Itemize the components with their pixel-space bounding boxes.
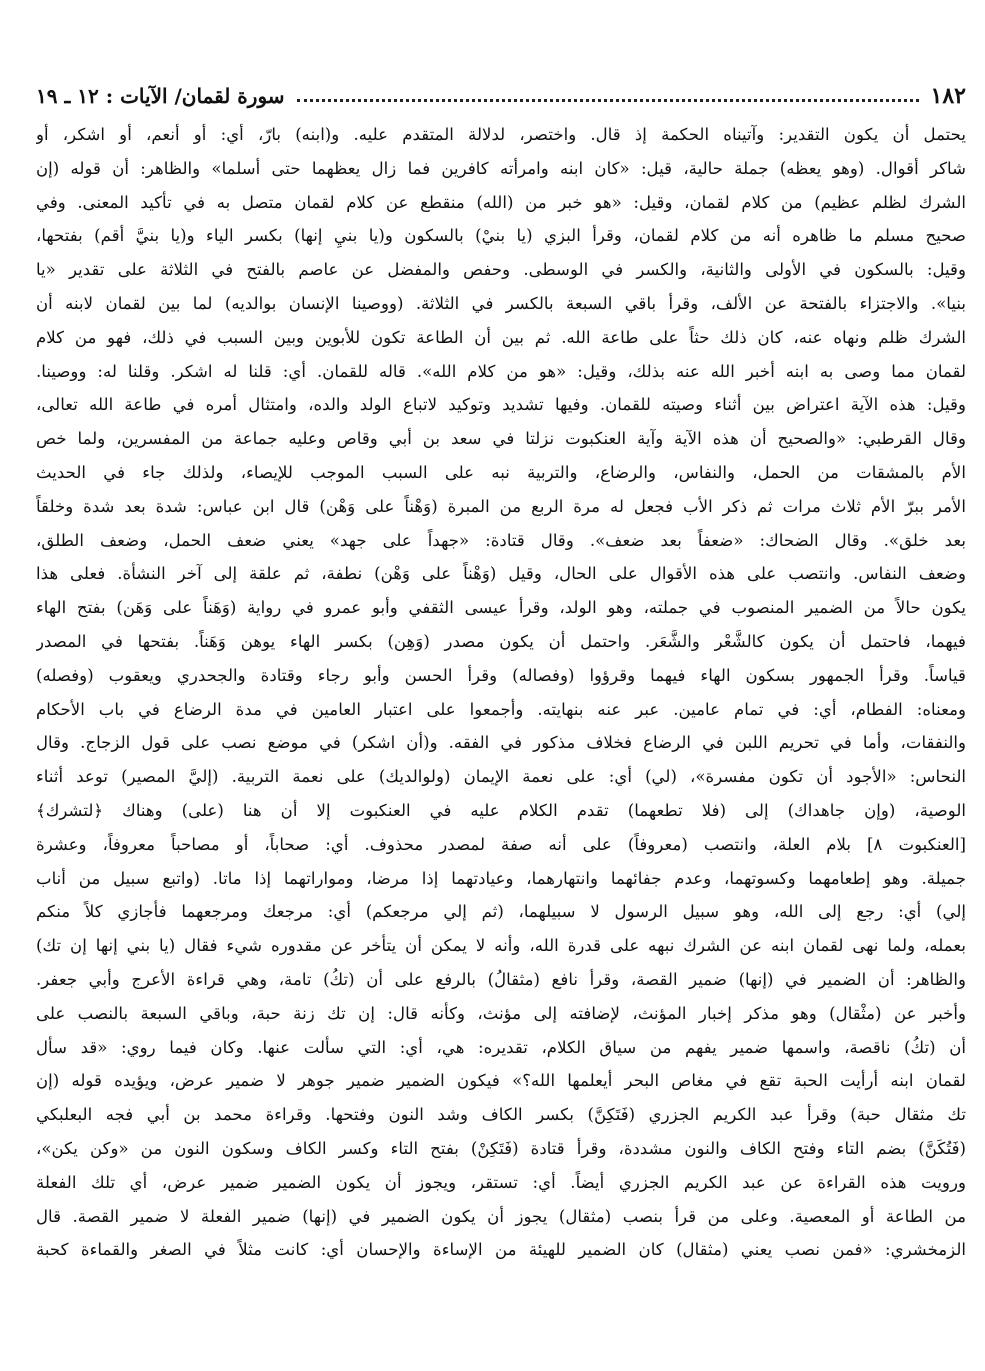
text-line: والظاهر: أن الضمير في (إنها) ضمير القصة، وقرأ نافع (مثقالُ) بالرفع على أن (تكُ) تامة، وهي قراءة الأعرج وأبي جعفر. [36,969,966,989]
text-line: الشرك ظلم ونهاه عنه، كان ذلك حثاً على طاعة الله. ثم بين أن الطاعة تكون للأبوين وبين السبب في ذلك، فهو من كلام [36,327,966,347]
text-line: الأم بالمشقات من الحمل، والنفاس، والرضاع، والتربية نبه على السبب الموجب للإيصاء، ولذلك جاء في الحديث [36,462,966,482]
text-line: والنفقات، وأما في تحريم اللبن في الرضاع فخلاف مذكور في الفقه. و(أن اشكر) في موضع نصب على قول الزجاج. وقال [36,733,966,753]
text-line: تك مثقال حبة) وقرأ عبد الكريم الجزري (فَتَكِنَّ) بكسر الكاف وشد النون وفتحها. وقراءة محمد بن أبي فجه البعلبكي [36,1105,966,1125]
page-header [36,78,966,114]
text-line: إلي) أي: رجع إلى الله، وهو سبيل الرسول لا سبيلهما، (ثم إلي مرجعكم) أي: مرجعك ومرجعهما فأجازي كلاً منكم [36,902,966,922]
text-line: (فَتُكَنَّ) بضم التاء وفتح الكاف والنون مشددة، وقرأ قتادة (فَتَكِنْ) بفتح التاء وكسر الكاف وسكون النون من «وكن يكن»، [36,1138,966,1158]
body-text [36,118,966,1338]
text-line: وضعف النفاس. وانتصب على هذه الأقوال على الحال، وقيل (وَهْناً على وَهْن) نطفة، ثم علقة إلى آخر النشأة. فعلى هذا [36,564,966,584]
text-line: لقمان مما وصى به ابنه أخبر الله عنه بذلك، وقيل: «هو من كلام الله». قاله للقمان. أي: قلنا له اشكر. وقلنا له: ووصينا. [36,361,966,381]
text-line: أن (تكُ) ناقصة، واسمها ضمير يفهم من سياق الكلام، تقديره: هي، أي: التي سألت عنها. وكان فيما روي: «قد سأل [36,1037,966,1057]
header-dotted-leader [297,99,919,102]
text-line: الوصية، (وإن جاهداك) إلى (فلا تطعهما) تقدم الكلام عليه في العنكبوت إلا أن هنا (على) وهناك ﴿لتشرك﴾ [36,800,966,820]
text-line: الشرك لظلم عظيم) من كلام لقمان، وقيل: «هو خبر من (الله) منقطع عن كلام لقمان متصل به في تأكيد المعنى. وفي [36,192,966,212]
text-line: قياساً. وقرأ الجمهور بسكون الهاء فيهما وقرؤوا (وفصاله) وقرأ الحسن وأبو رجاء وقتادة والجحدري ويعقوب (وفصله) [36,665,966,685]
text-line: صحيح مسلم ما ظاهره أنه من كلام لقمان، وقرأ البزي (يا بنيْ) بالسكون و(يا بنيِ إنها) بكسر الياء و(يا بنيَّ أقم) بفتحها، [36,226,966,246]
text-line: يحتمل أن يكون التقدير: وآتيناه الحكمة إذ قال. واختصر، لدلالة المتقدم عليه. و(ابنه) بارّ، أي: أو أنعم، أو اشكر، أو [36,125,966,144]
running-title: سورة لقمان/ الآيات : ١٢ ـ ١٩ [36,84,285,108]
text-line: بنيا». والاجتزاء بالفتحة عن الألف، وقرأ باقي السبعة بالكسر في الثلاثة. (ووصينا الإنسان بوالديه) لما بين لقمان لابنه أن [36,293,966,313]
text-line: النحاس: «الأجود أن تكون مفسرة»، (لي) أي: على نعمة الإيمان (ولوالديك) على نعمة التربية. (إليَّ المصير) توعد أثناء [36,767,966,787]
text-line: شاكر أقوال. (وهو يعظه) جملة حالية، قيل: «كان ابنه وامرأته كافرين فما زال يعظهما حتى أسلما» والظاهر: أن قوله (إن [36,158,966,178]
text-line: بعد خلق». وقال الضحاك: «ضعفاً بعد ضعف». وقال قتادة: «جهداً على جهد» يعني ضعف الحمل، وضعف الطلق، [36,530,966,550]
text-line: ورويت هذه القراءة عن عبد الكريم الجزري أيضاً. أي: تستقر، ويجوز أن يكون الضمير ضمير عرض، أي تلك الفعلة [36,1172,966,1192]
text-line: جميلة. وهو إطعامهما وكسوتهما، وعدم جفائهما وانتهارهما، وعيادتهما إذا مرضا، ومواراتهما إذا ماتا. (واتبع سبيل من أناب [36,868,966,888]
text-line: الأمر ببرّ الأم ثلاث مرات ثم ذكر الأب فجعل له مرة الربع من المبرة (وَهْناً على وَهْن) قال ابن عباس: شدة بعد شدة وخلقاً [36,496,966,516]
text-line: بعمله، ولما نهى لقمان ابنه عن الشرك نبهه على قدرة الله، وأنه لا يمكن أن يتأخر عن مقدوره شيء فقال (يا بني إنها إن تك) [36,936,966,956]
text-line: ومعناه: الفطام، أي: في تمام عامين. عبر عنه بنهايته. وأجمعوا على اعتبار العامين في مدة الرضاع في باب الأحكام [36,699,966,719]
text-line: الزمخشري: «فمن نصب يعني (مثقال) كان الضمير للهيئة من الإساءة والإحسان أي: كانت مثلاً في الصغر والقماءة كحبة [36,1240,966,1260]
text-line: يكون حالاً من الضمير المنصوب في جملته، وهو الولد، وقرأ عيسى الثقفي وأبو عمرو في رواية (وَهَناً على وَهَن) بفتح الهاء [36,598,966,618]
text-line: لقمان ابنه أرأيت الحبة تقع في مغاص البحر أيعلمها الله؟» فيكون الضمير ضمير جوهر لا ضمير عرض، ويؤيده قوله (إن [36,1071,966,1091]
text-line: وأخبر عن (مثْقال) وهو مذكر إخبار المؤنث، لإضافته إلى مؤنث، وكأنه قال: إن تك زنة حبة، وباقي السبعة بالنصب على [36,1003,966,1023]
page-number: ١٨٢ [930,83,966,109]
text-line: وقيل: هذه الآية اعتراض بين أثناء وصيته للقمان. وفيها تشديد وتوكيد لاتباع الولد والده، وامتثال أمره في طاعة الله تعالى، [36,395,966,415]
text-line: من الطاعة أو المعصية. وعلى من قرأ بنصب (مثقال) يجوز أن يكون الضمير في (إنها) ضمير الفعلة لا ضمير القصة. قال [36,1206,966,1226]
text-line: وقيل: بالسكون في الأولى والثانية، والكسر في الوسطى. وحفص والمفضل عن عاصم بالفتح في الثلاثة على تقدير «يا [36,260,966,280]
text-line: فيهما، فاحتمل أن يكون كالشَّعْر والشَّعَر. واحتمل أن يكون مصدر (وَهِن) بكسر الهاء يوهن وَهَناً. بفتحها في المصدر [36,631,966,651]
text-line: وقال القرطبي: «والصحيح أن هذه الآية وآية العنكبوت نزلتا في سعد بن أبي وقاص وعليه جماعة من المفسرين، ولما خص [36,429,966,449]
text-line: [العنكبوت ٨] بلام العلة، وانتصب (معروفاً) على أنه صفة لمصدر محذوف. أي: صحاباً، أو مصاحباً معروفاً، وعشرة [36,834,966,854]
